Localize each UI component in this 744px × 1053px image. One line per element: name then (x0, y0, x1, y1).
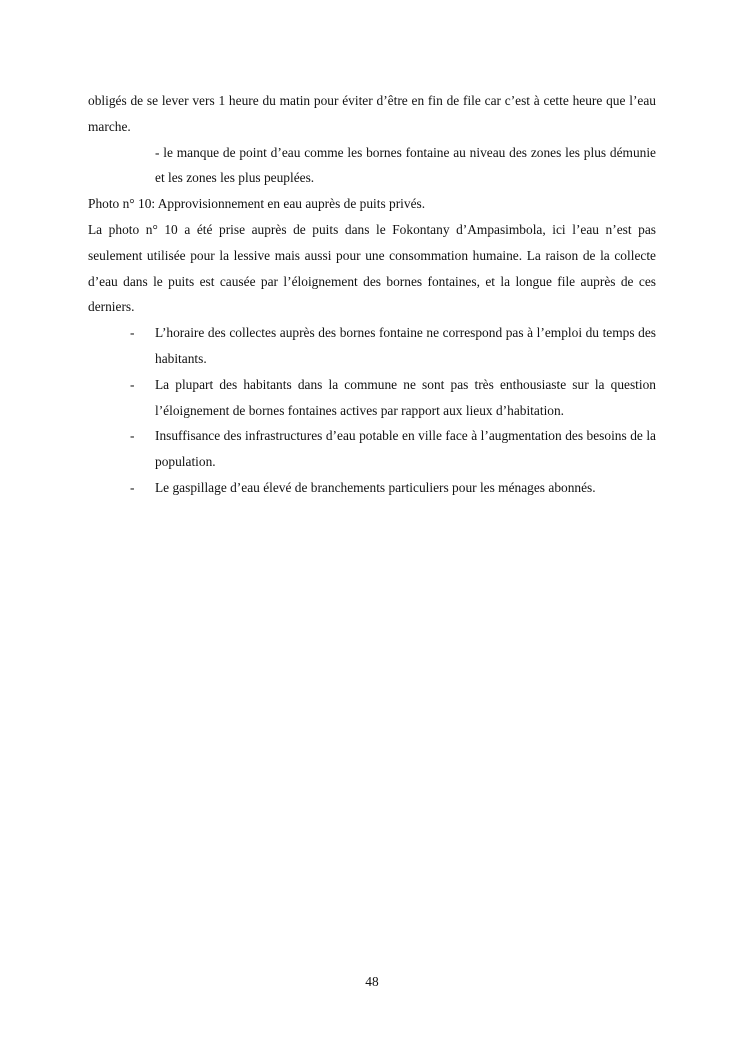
list-item-text: L’horaire des collectes auprès des bornes fontaine ne correspond pas à l’emploi du temps des habitants. (155, 325, 656, 366)
dash-bullet-icon: - (130, 376, 135, 392)
list-item-text: Insuffisance des infrastructures d’eau potable en ville face à l’augmentation des besoins de la population. (155, 428, 656, 470)
list-item (88, 475, 656, 501)
photo-caption: Photo n° 10: Approvisionnement en eau auprès de puits privés. (88, 196, 426, 212)
paragraph-continuation: obligés de se lever vers 1 heure du matin pour éviter d’être en fin de file car c’est à cette heure que l’eau marche. (88, 93, 656, 134)
list-item (88, 423, 656, 475)
body-text (88, 88, 656, 501)
dash-bullet-icon: - (130, 428, 135, 444)
list-item-text: La plupart des habitants dans la commune ne sont pas très enthousiaste sur la question l’éloignement de bornes fontaines actives par rapport aux lieux d’habitation. (155, 376, 656, 418)
page-number: 48 (365, 974, 379, 989)
list-item-text: Le gaspillage d’eau élevé de branchements particuliers pour les ménages abonnés. (155, 479, 596, 495)
list-item (88, 372, 656, 424)
bullet-list (88, 320, 656, 501)
paragraph-photo-description: La photo n° 10 a été prise auprès de puits dans le Fokontany d’Ampasimbola, ici l’eau n’est pas seulement utilisée pour la lessive mais aussi pour une consommation humaine. La raison de la collecte d’eau dans le puits est causée par l’éloignement des bornes fontaines, et la longue file auprès de ces derniers. (88, 221, 656, 315)
paragraph-water-point-shortage: - le manque de point d’eau comme les bornes fontaine au niveau des zones les plus démunie et les zones les plus peuplées. (155, 144, 656, 186)
dash-bullet-icon: - (130, 325, 135, 341)
dash-bullet-icon: - (130, 479, 135, 495)
list-item (88, 320, 656, 372)
